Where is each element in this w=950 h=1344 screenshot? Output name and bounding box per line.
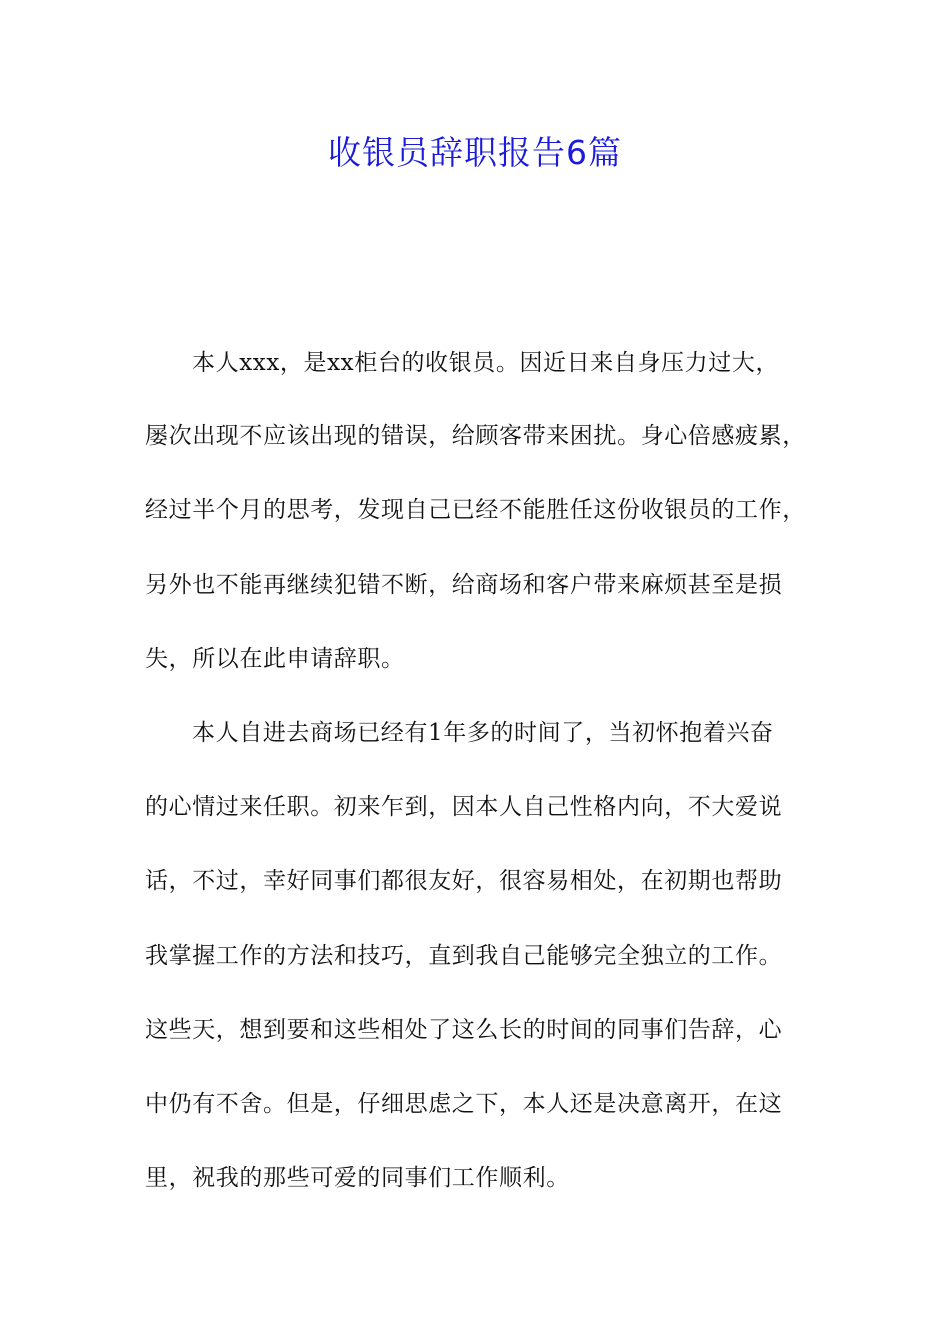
document-title: 收银员辞职报告6篇 [328,133,622,172]
paragraph-2-line-4: 我掌握工作的方法和技巧，直到我自己能够完全独立的工作。 [145,943,783,969]
paragraph-1-line-5: 失，所以在此申请辞职。 [145,646,405,672]
paragraph-2-line-7: 里，祝我的那些可爱的同事们工作顺利。 [145,1165,570,1191]
paragraph-1-line-3: 经过半个月的思考，发现自己已经不能胜任这份收银员的工作， [145,497,806,523]
paragraph-2-line-2: 的心情过来任职。初来乍到，因本人自己性格内向，不大爱说 [145,794,783,820]
paragraph-2-line-1: 本人自进去商场已经有1年多的时间了，当初怀抱着兴奋 [192,720,774,746]
paragraph-2-line-6: 中仍有不舍。但是，仔细思虑之下，本人还是决意离开，在这 [145,1091,783,1117]
paragraph-1-line-2: 屡次出现不应该出现的错误，给顾客带来困扰。身心倍感疲累， [145,423,806,449]
paragraph-2-line-5: 这些天，想到要和这些相处了这么长的时间的同事们告辞，心 [145,1017,783,1043]
paragraph-1-line-1: 本人xxx，是xx柜台的收银员。因近日来自身压力过大， [192,350,780,376]
paragraph-1-line-4: 另外也不能再继续犯错不断，给商场和客户带来麻烦甚至是损 [145,572,783,598]
paragraph-2-line-3: 话，不过，幸好同事们都很友好，很容易相处，在初期也帮助 [145,868,783,894]
